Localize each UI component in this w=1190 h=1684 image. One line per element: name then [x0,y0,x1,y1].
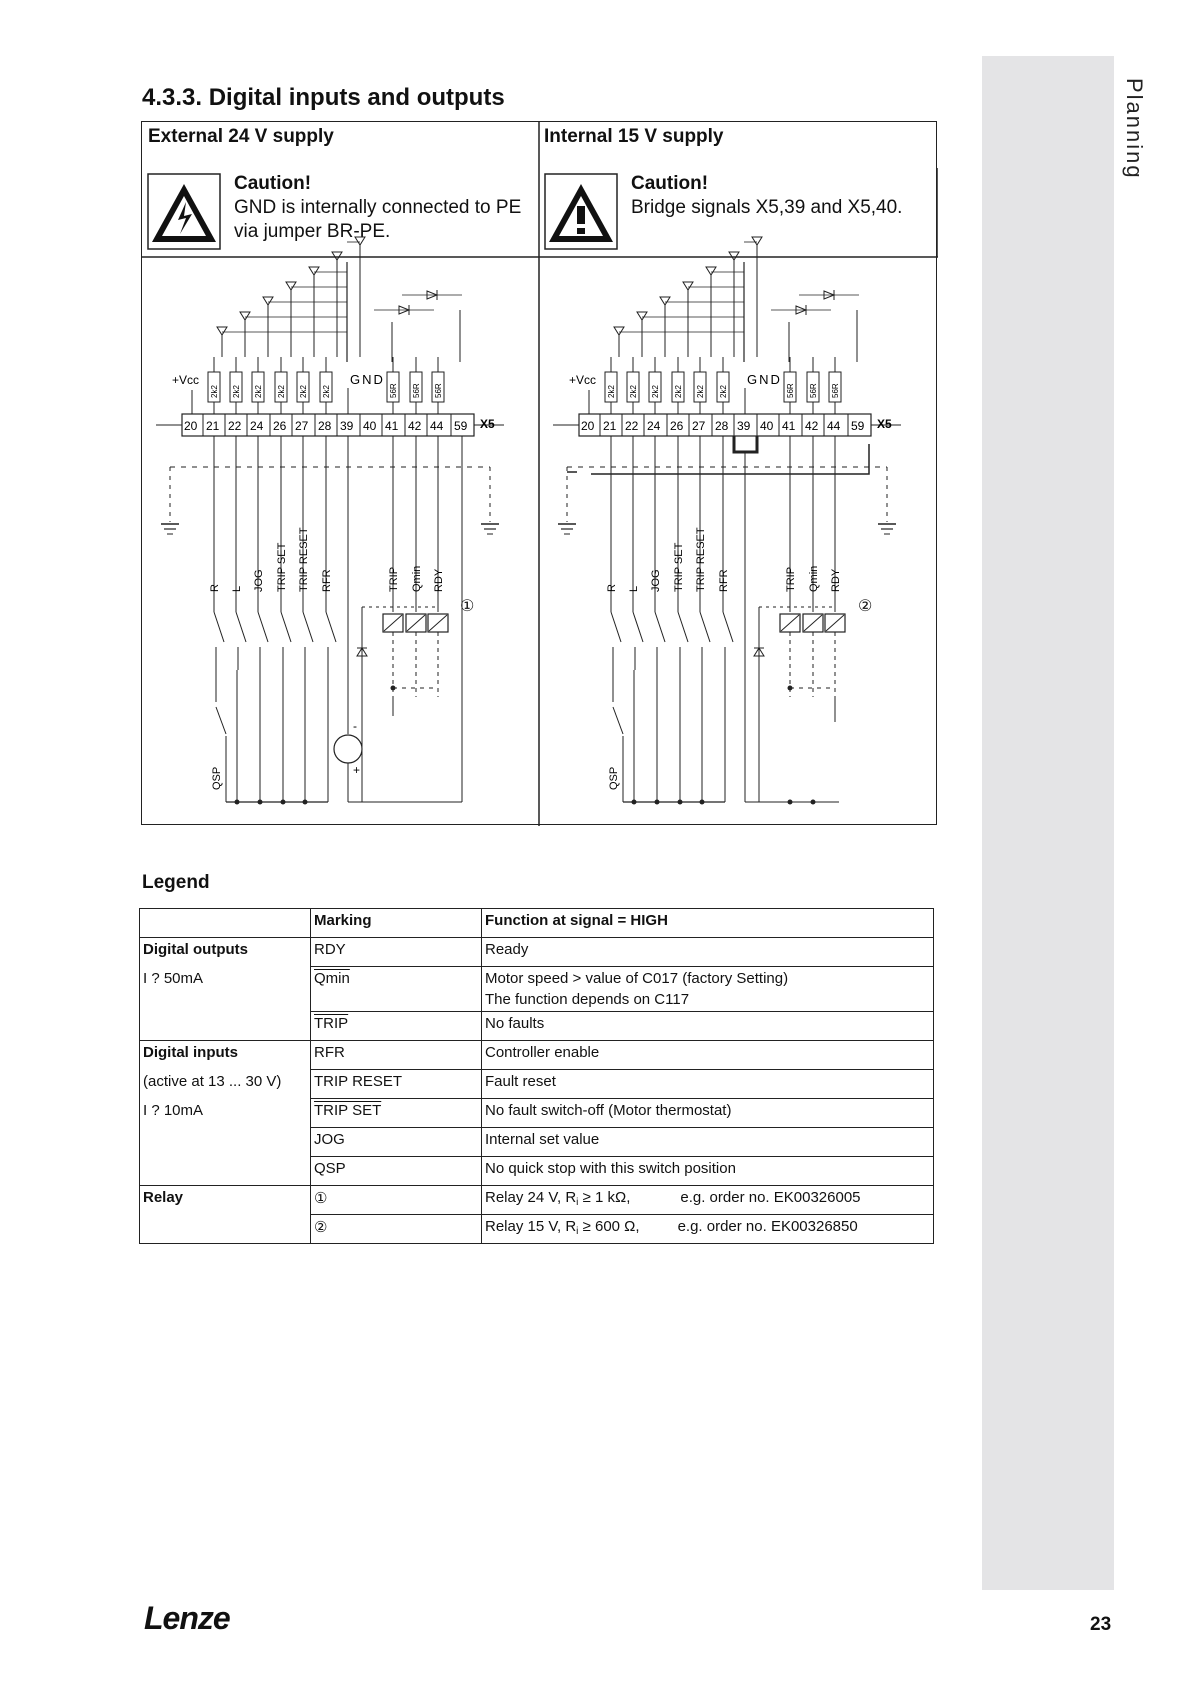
function-relay2: Relay 15 V, R [485,1218,577,1235]
resistor-label: 2k2 [277,385,286,398]
signal-label: TRIP RESET [298,527,310,592]
resistor-label: 2k2 [232,385,241,398]
signal-label: TRIP [388,566,400,592]
signal-label: L [628,585,640,592]
signal-label: R [606,584,618,592]
terminal-label: 24 [647,419,661,433]
terminal-label: 44 [827,419,841,433]
signal-label: RDY [433,568,445,592]
wiring-diagram-frame [141,121,937,825]
connector-label: X5 [877,417,892,431]
switch [326,612,336,642]
led-diode [217,327,227,335]
table-row [140,1128,934,1157]
terminal-label: 59 [851,419,865,433]
resistor-label: 2k2 [629,385,638,398]
table-row [140,1041,934,1070]
marking-qmin: Qmin [314,970,350,987]
table-row [140,1099,934,1128]
left-column-title: External 24 V supply [148,126,334,147]
qsp-label: QSP [608,766,620,790]
resistor-label: 2k2 [651,385,660,398]
left-caution-title: Caution! [234,173,312,194]
resistor-label: 56R [831,383,840,398]
function-trip-set: No fault switch-off (Motor thermostat) [482,1099,934,1128]
table-row [140,1070,934,1099]
right-caution-line1: Bridge signals X5,39 and X5,40. [631,197,903,218]
switch [303,612,313,642]
terminal-label: 42 [805,419,819,433]
switch [633,612,643,642]
marking-relay2: ② [311,1215,482,1244]
led-diode [355,237,365,245]
inputs-active: (active at 13 ... 30 V) [140,1070,311,1099]
vcc-label: +Vcc [569,373,597,387]
led-diode [706,267,716,275]
sidebar-band [982,56,1114,1590]
terminal-label: 26 [670,419,684,433]
terminal-label: 20 [581,419,595,433]
legend-header-row [140,909,934,938]
diagram-svg [142,122,938,826]
terminal-label: 28 [318,419,332,433]
table-row [140,938,934,967]
function-rfr: Controller enable [482,1041,934,1070]
page-number: 23 [1090,1614,1112,1635]
signal-label: TRIP RESET [695,527,707,592]
order-relay2: e.g. order no. EK00326850 [677,1218,858,1235]
sidebar-label: Planning [1122,78,1147,180]
signal-label: RFR [718,569,730,592]
led-diode [660,297,670,305]
inputs-label: Digital inputs [140,1041,311,1070]
relay-label: Relay [140,1186,311,1215]
led-diode [309,267,319,275]
terminal-label: 41 [385,419,399,433]
terminal-label: 40 [760,419,774,433]
terminal-label: 21 [206,419,220,433]
led-diode [263,297,273,305]
left-caution-line2: via jumper BR-PE. [234,221,391,242]
resistor-label: 2k2 [254,385,263,398]
signal-label: TRIP SET [276,542,288,592]
table-row: ② Relay 15 V, $R_i \ge 600$ Ω, e.g. order no. EK00326850 [140,1215,934,1244]
terminal-label: 20 [184,419,198,433]
function-rdy: Ready [482,938,934,967]
marking-jog: JOG [311,1128,482,1157]
relay-2-marker: ② [858,598,873,615]
led-diode [614,327,624,335]
right-column-title: Internal 15 V supply [544,126,724,147]
resistor-label: 2k2 [674,385,683,398]
led-diode [240,312,250,320]
right-caution-title: Caution! [631,173,709,194]
terminal-label: 39 [737,419,751,433]
function-relay1: Relay 24 V, R [485,1189,577,1206]
right-circuit [553,237,901,805]
legend-title: Legend [142,872,210,893]
marking-rdy: RDY [311,938,482,967]
marking-relay1: ① [311,1186,482,1215]
switch [281,612,291,642]
terminal-label: 24 [250,419,264,433]
outputs-label: Digital outputs [140,938,311,967]
supply-source [334,735,362,763]
outputs-current: I ? 50mA [140,967,311,1012]
terminal-label: 42 [408,419,422,433]
signal-label: L [231,585,243,592]
terminal-label: 59 [454,419,468,433]
resistor-label: 56R [412,383,421,398]
gnd-label: GND [350,372,385,387]
function-trip-reset: Fault reset [482,1070,934,1099]
signal-label: R [209,584,221,592]
relay-1-marker: ① [460,598,475,615]
table-row [140,967,934,1012]
led-diode [332,252,342,260]
terminal-label: 27 [692,419,706,433]
header-function: Function at signal = HIGH [482,909,934,938]
resistor-label: 2k2 [322,385,331,398]
vcc-label: +Vcc [172,373,200,387]
switch [723,612,733,642]
terminal-label: 22 [228,419,242,433]
signal-label: Qmin [411,565,423,592]
terminal-label: 27 [295,419,309,433]
signal-label: JOG [650,569,662,592]
signal-label: Qmin [808,565,820,592]
terminal-label: 44 [430,419,444,433]
signal-label: RDY [830,568,842,592]
warning-exclamation-icon [545,174,617,249]
function-qsp: No quick stop with this switch position [482,1157,934,1186]
function-qmin-1: Motor speed > value of C017 (factory Setting) [485,970,789,987]
internal-supply-wire [567,444,869,474]
resistor-label: 2k2 [696,385,705,398]
inputs-current: I ? 10mA [140,1099,311,1128]
qsp-switch [613,707,623,734]
function-jog: Internal set value [482,1128,934,1157]
terminal-label: 22 [625,419,639,433]
led-diode [729,252,739,260]
resistor-label: 56R [434,383,443,398]
table-row [140,1157,934,1186]
gnd-label: GND [747,372,782,387]
signal-label: TRIP SET [673,542,685,592]
supply-plus: + [353,763,361,777]
resistor-label: 56R [389,383,398,398]
signal-label: JOG [253,569,265,592]
led-diode [752,237,762,245]
section-heading: 4.3.3. Digital inputs and outputs [142,84,505,111]
resistor-label: 56R [786,383,795,398]
switch [611,612,621,642]
switch [214,612,224,642]
supply-minus: - [353,719,357,733]
terminal-label: 41 [782,419,796,433]
legend-table [139,908,934,1244]
terminal-label: 21 [603,419,617,433]
led-diode [637,312,647,320]
function-qmin-2: The function depends on C117 [485,991,690,1008]
switch [236,612,246,642]
table-row: Relay ① Relay 24 V, $R_i \ge 1$ kΩ, e.g. order no. EK00326005 [140,1186,934,1215]
terminal-label: 28 [715,419,729,433]
switch [655,612,665,642]
qsp-label: QSP [211,766,223,790]
marking-qsp: QSP [311,1157,482,1186]
led-diode [683,282,693,290]
marking-trip: TRIP [314,1015,349,1032]
terminal-label: 26 [273,419,287,433]
left-caution-line1: GND is internally connected to PE [234,197,522,218]
led-diode [286,282,296,290]
switch [678,612,688,642]
left-circuit [156,237,504,805]
terminal-label: 40 [363,419,377,433]
electrical-hazard-icon [148,174,220,249]
header-marking: Marking [311,909,482,938]
marking-rfr: RFR [311,1041,482,1070]
resistor-label: 2k2 [210,385,219,398]
connector-label: X5 [480,417,495,431]
signal-label: TRIP [785,566,797,592]
resistor-label: 56R [809,383,818,398]
switch [258,612,268,642]
function-trip: No faults [482,1012,934,1041]
signal-label: RFR [321,569,333,592]
resistor-label: 2k2 [719,385,728,398]
order-relay1: e.g. order no. EK00326005 [680,1189,861,1206]
marking-trip-reset: TRIP RESET [311,1070,482,1099]
lenze-logo: Lenze [144,1600,230,1636]
bridge-39-40 [734,436,757,452]
table-row [140,1012,934,1041]
switch [700,612,710,642]
marking-trip-set: TRIP SET [314,1102,382,1119]
resistor-label: 2k2 [299,385,308,398]
resistor-label: 2k2 [607,385,616,398]
terminal-label: 39 [340,419,354,433]
qsp-switch [216,707,226,734]
